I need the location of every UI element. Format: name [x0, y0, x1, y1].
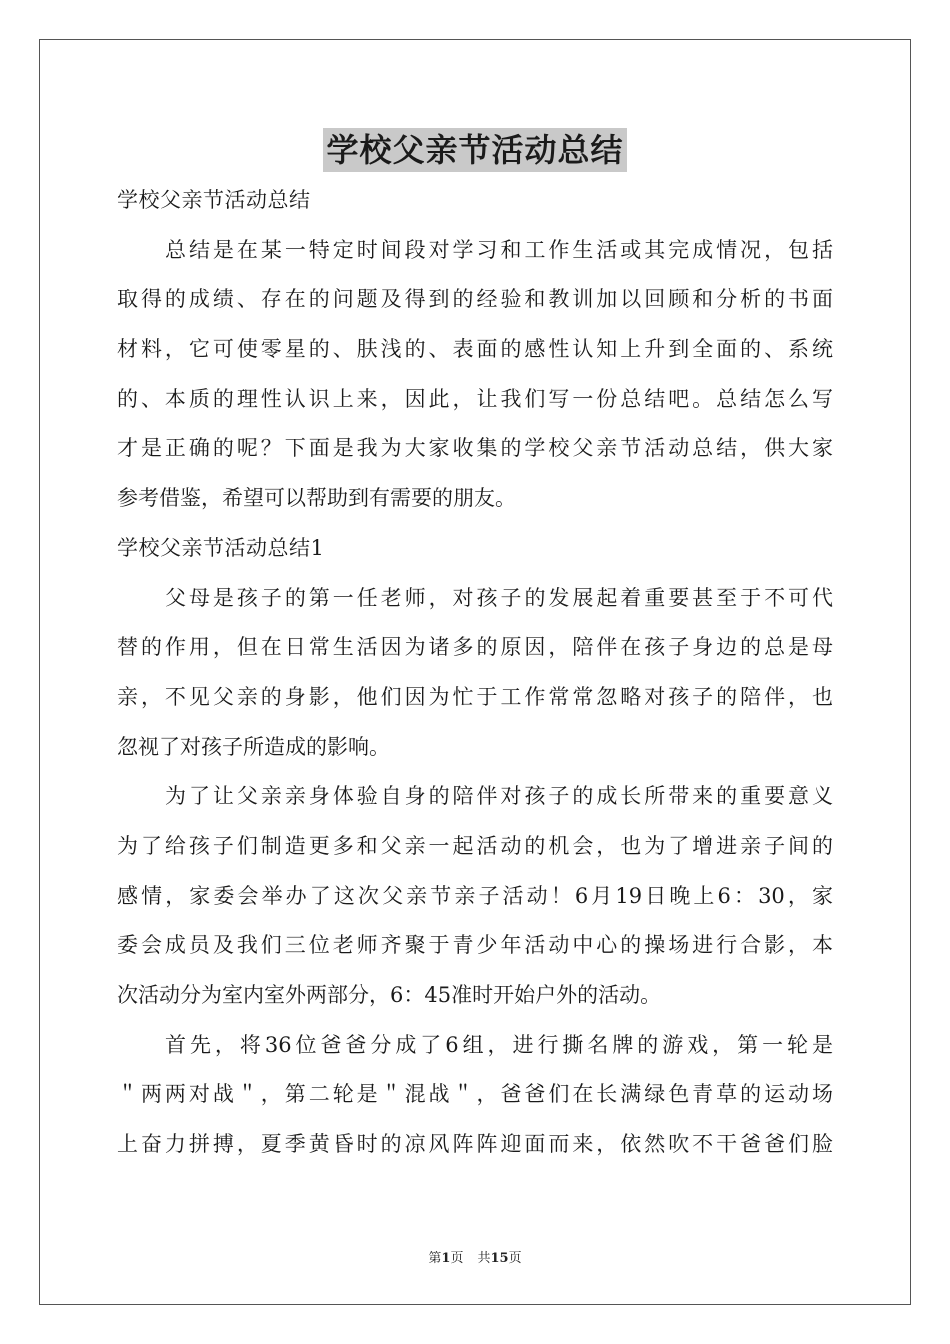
paragraph-line: 取得的成绩、存在的问题及得到的经验和教训加以回顾和分析的书面: [117, 287, 833, 312]
body-paragraph-1: [117, 574, 833, 773]
paragraph-line: 参考借鉴，希望可以帮助到有需要的朋友。: [117, 486, 516, 511]
page-number: 1: [441, 1251, 451, 1266]
title-container: [0, 128, 950, 172]
document-subtitle: 学校父亲节活动总结: [117, 188, 311, 212]
total-suffix: 页: [508, 1251, 522, 1266]
total-pages: 15: [490, 1251, 509, 1266]
paragraph-line: 替的作用，但在日常生活因为诸多的原因，陪伴在孩子身边的总是母: [117, 635, 833, 660]
paragraph-line: 首先，将36位爸爸分成了6组，进行撕名牌的游戏，第一轮是: [165, 1032, 833, 1057]
body-paragraph-2: [117, 772, 833, 1020]
paragraph-line: 材料，它可使零星的、肤浅的、表面的感性认知上升到全面的、系统: [117, 337, 833, 362]
paragraph-line: 的、本质的理性认识上来，因此，让我们写一份总结吧。总结怎么写: [117, 386, 833, 411]
paragraph-line: 亲，不见父亲的身影，他们因为忙于工作常常忽略对孩子的陪伴，也: [117, 684, 833, 709]
paragraph-line: 委会成员及我们三位老师齐聚于青少年活动中心的操场进行合影，本: [117, 933, 833, 958]
paragraph-line: 才是正确的呢？下面是我为大家收集的学校父亲节活动总结，供大家: [117, 436, 833, 461]
page-footer: [0, 1247, 950, 1266]
paragraph-line: 上奋力拼搏，夏季黄昏时的凉风阵阵迎面而来，依然吹不干爸爸们脸: [117, 1132, 833, 1157]
paragraph-line: 感情，家委会举办了这次父亲节亲子活动！6月19日晚上6：30，家: [117, 883, 833, 908]
total-prefix: 共: [477, 1251, 491, 1266]
document-body: [117, 176, 833, 1170]
page-prefix: 第: [428, 1251, 442, 1266]
paragraph-line: ＂两两对战＂，第二轮是＂混战＂，爸爸们在长满绿色青草的运动场: [117, 1082, 833, 1107]
page-suffix: 页: [450, 1251, 464, 1266]
paragraph-line: 为了让父亲亲身体验自身的陪伴对孩子的成长所带来的重要意义: [165, 784, 833, 809]
paragraph-line: 父母是孩子的第一任老师，对孩子的发展起着重要甚至于不可代: [165, 585, 833, 610]
paragraph-line: 忽视了对孩子所造成的影响。: [117, 734, 390, 759]
body-paragraph-3: [117, 1021, 833, 1170]
paragraph-line: 为了给孩子们制造更多和父亲一起活动的机会，也为了增进亲子间的: [117, 833, 833, 858]
paragraph-line: 次活动分为室内室外两部分，6：45准时开始户外的活动。: [117, 983, 662, 1007]
paragraph-line: 总结是在某一特定时间段对学习和工作生活或其完成情况，包括: [165, 237, 833, 262]
section-heading: 学校父亲节活动总结1: [117, 535, 325, 560]
intro-paragraph: [117, 226, 833, 524]
document-title: 学校父亲节活动总结: [323, 128, 626, 172]
